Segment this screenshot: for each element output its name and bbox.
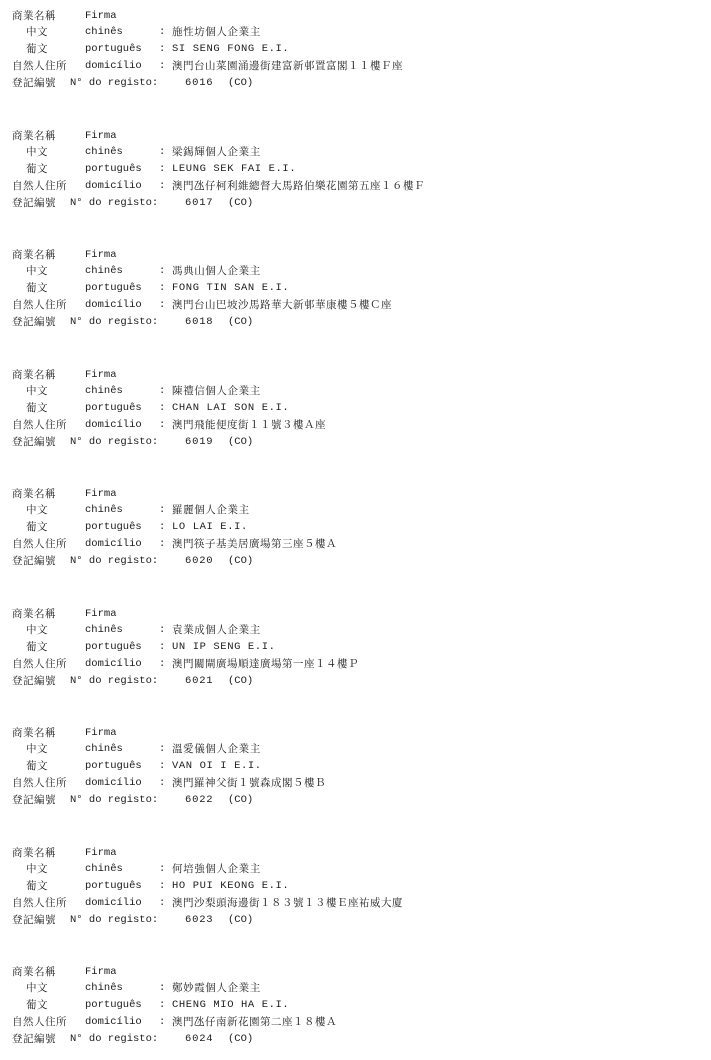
registry-label-pt: N° do registo: xyxy=(70,914,159,926)
portuguese-label-pt: português xyxy=(85,760,142,772)
registry-number: 6016 xyxy=(185,77,214,89)
colon: : xyxy=(159,658,166,670)
chinese-label-pt: chinês xyxy=(85,743,123,755)
registry-code: (CO) xyxy=(228,436,254,448)
chinese-label-zh: 中文 xyxy=(26,982,48,994)
colon: : xyxy=(159,419,166,431)
firm-name-portuguese: HO PUI KEONG E.I. xyxy=(172,880,290,892)
firm-record xyxy=(12,247,702,339)
firma-label-pt: Firma xyxy=(85,369,117,381)
chinese-label-zh: 中文 xyxy=(26,265,48,277)
colon: : xyxy=(159,999,166,1011)
registry-number: 6018 xyxy=(185,316,214,328)
firm-record xyxy=(12,725,702,817)
colon: : xyxy=(159,863,166,875)
firm-record xyxy=(12,845,702,937)
firma-label-pt: Firma xyxy=(85,10,117,22)
colon: : xyxy=(159,1016,166,1028)
chinese-label-pt: chinês xyxy=(85,146,123,158)
domicile-address: 澳門氹仔南新花園第二座１８樓Ａ xyxy=(172,1016,337,1028)
colon: : xyxy=(159,897,166,909)
portuguese-label-pt: português xyxy=(85,521,142,533)
domicile-address: 澳門氹仔柯利維總督大馬路伯樂花園第五座１６樓Ｆ xyxy=(172,180,425,192)
chinese-label-pt: chinês xyxy=(85,26,123,38)
colon: : xyxy=(159,743,166,755)
colon: : xyxy=(159,538,166,550)
portuguese-label-pt: português xyxy=(85,999,142,1011)
chinese-label-zh: 中文 xyxy=(26,146,48,158)
domicile-label-pt: domicílio xyxy=(85,538,142,550)
firm-name-portuguese: SI SENG FONG E.I. xyxy=(172,43,290,55)
chinese-label-pt: chinês xyxy=(85,385,123,397)
firm-name-chinese: 陳禮信個人企業主 xyxy=(172,385,261,397)
portuguese-label-zh: 葡文 xyxy=(26,43,48,55)
firma-label-pt: Firma xyxy=(85,966,117,978)
chinese-label-pt: chinês xyxy=(85,504,123,516)
registry-number: 6021 xyxy=(185,675,214,687)
chinese-label-pt: chinês xyxy=(85,624,123,636)
registry-label-zh: 登記編號 xyxy=(12,675,56,687)
domicile-label-pt: domicílio xyxy=(85,897,142,909)
firm-name-portuguese: VAN OI I E.I. xyxy=(172,760,262,772)
portuguese-label-pt: português xyxy=(85,880,142,892)
chinese-label-pt: chinês xyxy=(85,265,123,277)
chinese-label-zh: 中文 xyxy=(26,863,48,875)
portuguese-label-pt: português xyxy=(85,282,142,294)
portuguese-label-zh: 葡文 xyxy=(26,282,48,294)
colon: : xyxy=(159,282,166,294)
firm-name-portuguese: CHENG MIO HA E.I. xyxy=(172,999,290,1011)
colon: : xyxy=(159,146,166,158)
colon: : xyxy=(159,777,166,789)
domicile-label-pt: domicílio xyxy=(85,60,142,72)
chinese-label-zh: 中文 xyxy=(26,504,48,516)
portuguese-label-zh: 葡文 xyxy=(26,999,48,1011)
firm-record xyxy=(12,606,702,698)
firma-label-pt: Firma xyxy=(85,249,117,261)
firm-name-chinese: 馮典山個人企業主 xyxy=(172,265,261,277)
firm-name-portuguese: UN IP SENG E.I. xyxy=(172,641,276,653)
registry-code: (CO) xyxy=(228,555,254,567)
firma-label-pt: Firma xyxy=(85,608,117,620)
registry-label-pt: N° do registo: xyxy=(70,675,159,687)
firm-name-chinese: 羅麗個人企業主 xyxy=(172,504,250,516)
firm-record xyxy=(12,367,702,459)
portuguese-label-pt: português xyxy=(85,43,142,55)
firm-record xyxy=(12,964,702,1056)
registry-label-zh: 登記編號 xyxy=(12,914,56,926)
domicile-address: 澳門沙梨頭海邊街１８３號１３樓Ｅ座祐威大廈 xyxy=(172,897,403,909)
registry-number: 6020 xyxy=(185,555,214,567)
domicile-label-zh: 自然人住所 xyxy=(12,180,67,192)
registry-code: (CO) xyxy=(228,197,254,209)
firma-label-pt: Firma xyxy=(85,727,117,739)
firm-name-chinese: 溫愛儀個人企業主 xyxy=(172,743,261,755)
firma-label-zh: 商業名稱 xyxy=(12,249,56,261)
registry-label-zh: 登記編號 xyxy=(12,1033,56,1045)
domicile-label-zh: 自然人住所 xyxy=(12,538,67,550)
domicile-label-zh: 自然人住所 xyxy=(12,658,67,670)
colon: : xyxy=(159,43,166,55)
domicile-label-pt: domicílio xyxy=(85,777,142,789)
domicile-address: 澳門關閘廣場順達廣場第一座１４樓Ｐ xyxy=(172,658,359,670)
colon: : xyxy=(159,982,166,994)
portuguese-label-pt: português xyxy=(85,163,142,175)
firm-record xyxy=(12,486,702,578)
colon: : xyxy=(159,760,166,772)
domicile-label-zh: 自然人住所 xyxy=(12,1016,67,1028)
firma-label-zh: 商業名稱 xyxy=(12,966,56,978)
registry-number: 6024 xyxy=(185,1033,214,1045)
firma-label-zh: 商業名稱 xyxy=(12,369,56,381)
registry-label-pt: N° do registo: xyxy=(70,316,159,328)
colon: : xyxy=(159,402,166,414)
firm-record xyxy=(12,128,702,220)
domicile-label-zh: 自然人住所 xyxy=(12,299,67,311)
registry-code: (CO) xyxy=(228,316,254,328)
colon: : xyxy=(159,880,166,892)
domicile-label-pt: domicílio xyxy=(85,1016,142,1028)
firm-name-chinese: 梁錫輝個人企業主 xyxy=(172,146,261,158)
chinese-label-zh: 中文 xyxy=(26,385,48,397)
registry-code: (CO) xyxy=(228,77,254,89)
domicile-label-pt: domicílio xyxy=(85,419,142,431)
firm-name-chinese: 鄭妙霞個人企業主 xyxy=(172,982,261,994)
domicile-address: 澳門羅神父街１號森成閣５樓Ｂ xyxy=(172,777,326,789)
portuguese-label-zh: 葡文 xyxy=(26,880,48,892)
registry-code: (CO) xyxy=(228,914,254,926)
firm-name-chinese: 施性坊個人企業主 xyxy=(172,26,261,38)
registry-label-pt: N° do registo: xyxy=(70,794,159,806)
colon: : xyxy=(159,265,166,277)
registry-label-zh: 登記編號 xyxy=(12,77,56,89)
registry-label-zh: 登記編號 xyxy=(12,197,56,209)
colon: : xyxy=(159,299,166,311)
registry-code: (CO) xyxy=(228,675,254,687)
chinese-label-pt: chinês xyxy=(85,863,123,875)
domicile-label-zh: 自然人住所 xyxy=(12,897,67,909)
firm-record xyxy=(12,8,702,100)
domicile-address: 澳門筷子基美居廣場第三座５樓Ａ xyxy=(172,538,337,550)
domicile-label-pt: domicílio xyxy=(85,299,142,311)
domicile-address: 澳門台山巴坡沙馬路華大新邨華康樓５樓Ｃ座 xyxy=(172,299,392,311)
portuguese-label-zh: 葡文 xyxy=(26,760,48,772)
domicile-label-zh: 自然人住所 xyxy=(12,60,67,72)
firma-label-pt: Firma xyxy=(85,130,117,142)
chinese-label-zh: 中文 xyxy=(26,743,48,755)
registry-label-zh: 登記編號 xyxy=(12,555,56,567)
portuguese-label-pt: português xyxy=(85,641,142,653)
colon: : xyxy=(159,26,166,38)
portuguese-label-zh: 葡文 xyxy=(26,163,48,175)
domicile-label-pt: domicílio xyxy=(85,180,142,192)
domicile-label-pt: domicílio xyxy=(85,658,142,670)
firm-name-chinese: 何培強個人企業主 xyxy=(172,863,261,875)
colon: : xyxy=(159,385,166,397)
firma-label-zh: 商業名稱 xyxy=(12,130,56,142)
registry-number: 6023 xyxy=(185,914,214,926)
registry-label-zh: 登記編號 xyxy=(12,316,56,328)
firm-name-portuguese: LEUNG SEK FAI E.I. xyxy=(172,163,297,175)
registry-number: 6022 xyxy=(185,794,214,806)
firma-label-zh: 商業名稱 xyxy=(12,488,56,500)
firma-label-zh: 商業名稱 xyxy=(12,847,56,859)
firma-label-pt: Firma xyxy=(85,488,117,500)
portuguese-label-zh: 葡文 xyxy=(26,402,48,414)
registry-code: (CO) xyxy=(228,1033,254,1045)
registry-label-pt: N° do registo: xyxy=(70,555,159,567)
registry-number: 6019 xyxy=(185,436,214,448)
firma-label-pt: Firma xyxy=(85,847,117,859)
colon: : xyxy=(159,60,166,72)
firma-label-zh: 商業名稱 xyxy=(12,10,56,22)
registry-label-pt: N° do registo: xyxy=(70,1033,159,1045)
portuguese-label-zh: 葡文 xyxy=(26,521,48,533)
chinese-label-zh: 中文 xyxy=(26,624,48,636)
registry-label-zh: 登記編號 xyxy=(12,794,56,806)
registry-label-pt: N° do registo: xyxy=(70,77,159,89)
chinese-label-zh: 中文 xyxy=(26,26,48,38)
domicile-label-zh: 自然人住所 xyxy=(12,419,67,431)
colon: : xyxy=(159,180,166,192)
firma-label-zh: 商業名稱 xyxy=(12,608,56,620)
colon: : xyxy=(159,504,166,516)
chinese-label-pt: chinês xyxy=(85,982,123,994)
colon: : xyxy=(159,641,166,653)
firm-name-portuguese: FONG TIN SAN E.I. xyxy=(172,282,290,294)
colon: : xyxy=(159,521,166,533)
firma-label-zh: 商業名稱 xyxy=(12,727,56,739)
firm-name-portuguese: CHAN LAI SON E.I. xyxy=(172,402,290,414)
registry-label-zh: 登記編號 xyxy=(12,436,56,448)
registry-label-pt: N° do registo: xyxy=(70,436,159,448)
colon: : xyxy=(159,163,166,175)
colon: : xyxy=(159,624,166,636)
domicile-address: 澳門台山菜園涌邊街建富新邨置富閣１１樓Ｆ座 xyxy=(172,60,403,72)
domicile-label-zh: 自然人住所 xyxy=(12,777,67,789)
portuguese-label-zh: 葡文 xyxy=(26,641,48,653)
registry-number: 6017 xyxy=(185,197,214,209)
firm-name-portuguese: LO LAI E.I. xyxy=(172,521,248,533)
domicile-address: 澳門飛能便度街１１號３樓Ａ座 xyxy=(172,419,326,431)
firm-name-chinese: 袁業成個人企業主 xyxy=(172,624,261,636)
registry-code: (CO) xyxy=(228,794,254,806)
portuguese-label-pt: português xyxy=(85,402,142,414)
registry-label-pt: N° do registo: xyxy=(70,197,159,209)
